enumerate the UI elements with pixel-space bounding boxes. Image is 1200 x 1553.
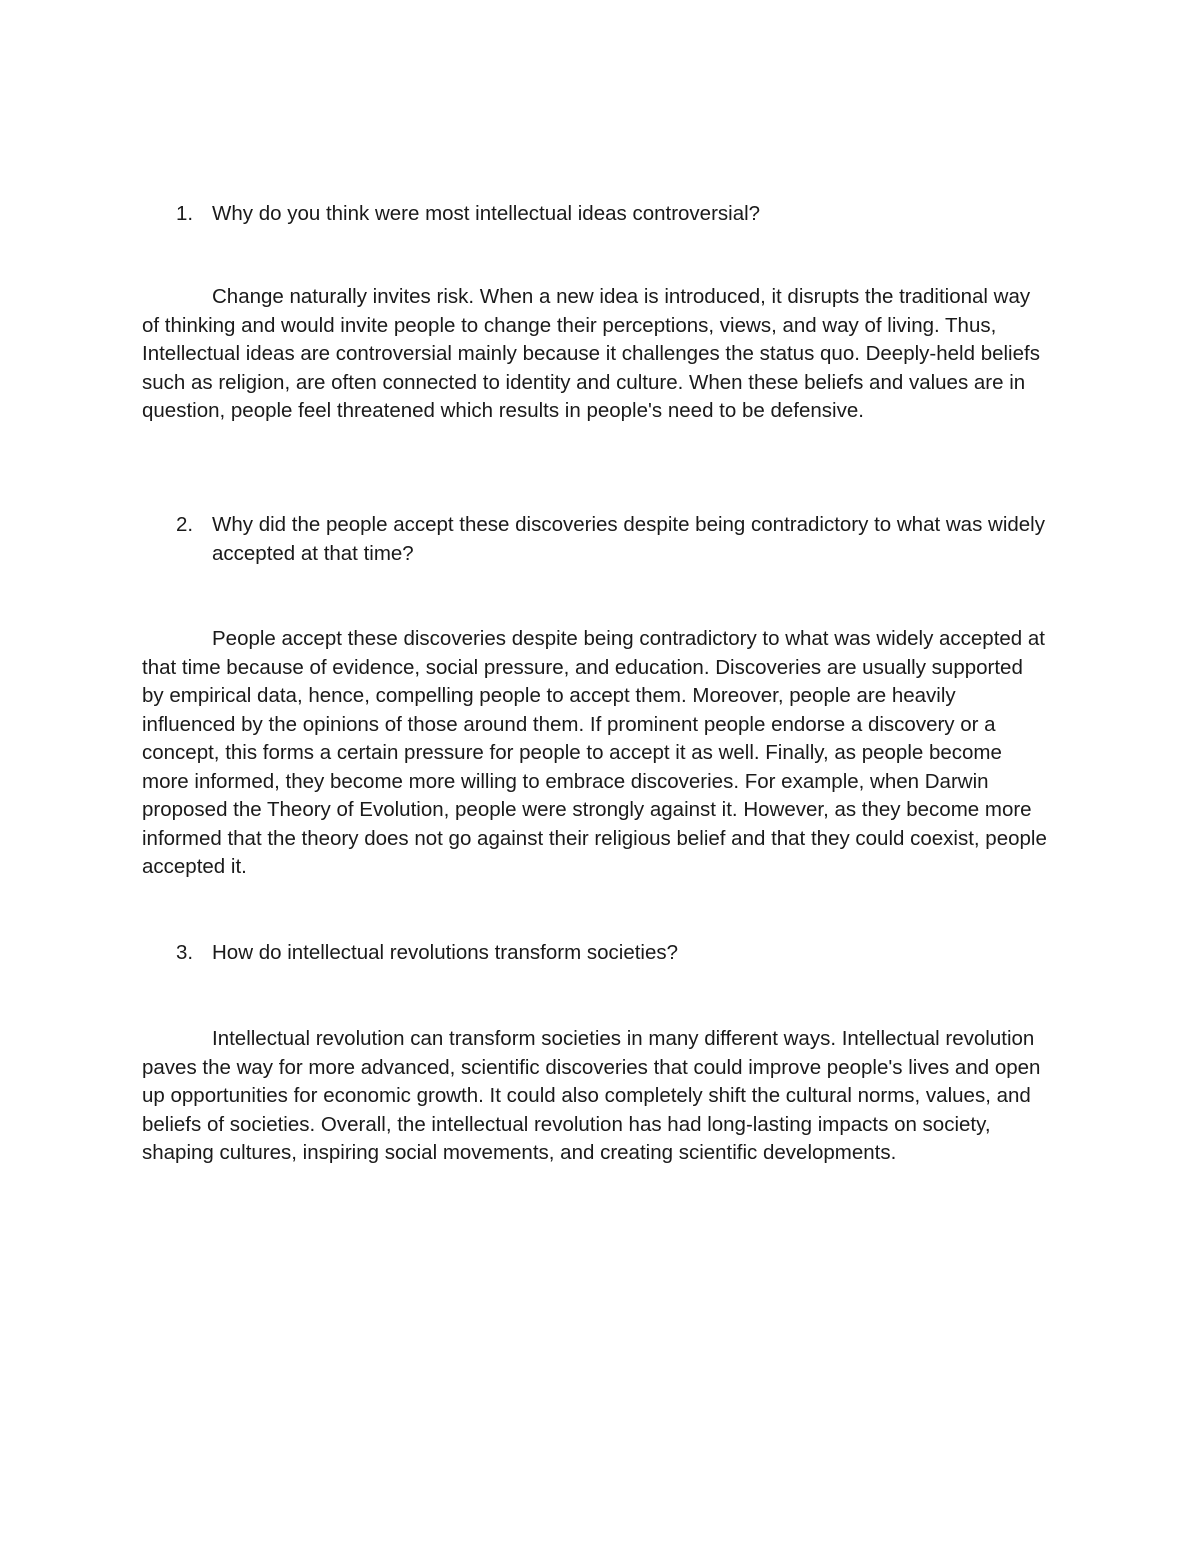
question-number: 3.	[176, 941, 194, 964]
question-text: Why do you think were most intellectual ideas controversial?	[212, 202, 761, 225]
question-1	[176, 200, 1056, 229]
question-number: 2.	[176, 513, 194, 536]
answer-2: People accept these discoveries despite being contradictory to what was widely accepted at that time because of evidence, social pressure, and education. Discoveries are usually supported by empirical data, hence, compelling people to accept them. Moreover, people are heavily influenced by the opinions of those around them. If prominent people endorse a discovery or a concept, this forms a certain pressure for people to accept it as well. Finally, as people become more informed, they become more willing to embrace discoveries. For example, when Darwin proposed the Theory of Evolution, people were strongly against it. However, as they become more informed that the theory does not go against their religious belief and that they could coexist, people accepted it.	[142, 627, 1047, 878]
answer-1: Change naturally invites risk. When a new idea is introduced, it disrupts the traditional way of thinking and would invite people to change their perceptions, views, and way of living. Thus, Intellectual ideas are controversial mainly because it challenges the status quo. Deeply-held beliefs such as religion, are often connected to identity and culture. When these beliefs and values are in question, people feel threatened which results in people's need to be defensive.	[142, 285, 1040, 422]
answer-3: Intellectual revolution can transform societies in many different ways. Intellectual revolution paves the way for more advanced, scientific discoveries that could improve people's lives and open up opportunities for economic growth. It could also completely shift the cultural norms, values, and beliefs of societies. Overall, the intellectual revolution has had long-lasting impacts on society, shaping cultures, inspiring social movements, and creating scientific developments.	[142, 1027, 1041, 1164]
question-text: How do intellectual revolutions transform societies?	[212, 941, 679, 964]
question-3	[176, 939, 1056, 968]
question-text: Why did the people accept these discoveries despite being contradictory to what was widely accepted at that time?	[212, 513, 1045, 565]
question-number: 1.	[176, 202, 194, 225]
question-2	[176, 511, 1056, 568]
